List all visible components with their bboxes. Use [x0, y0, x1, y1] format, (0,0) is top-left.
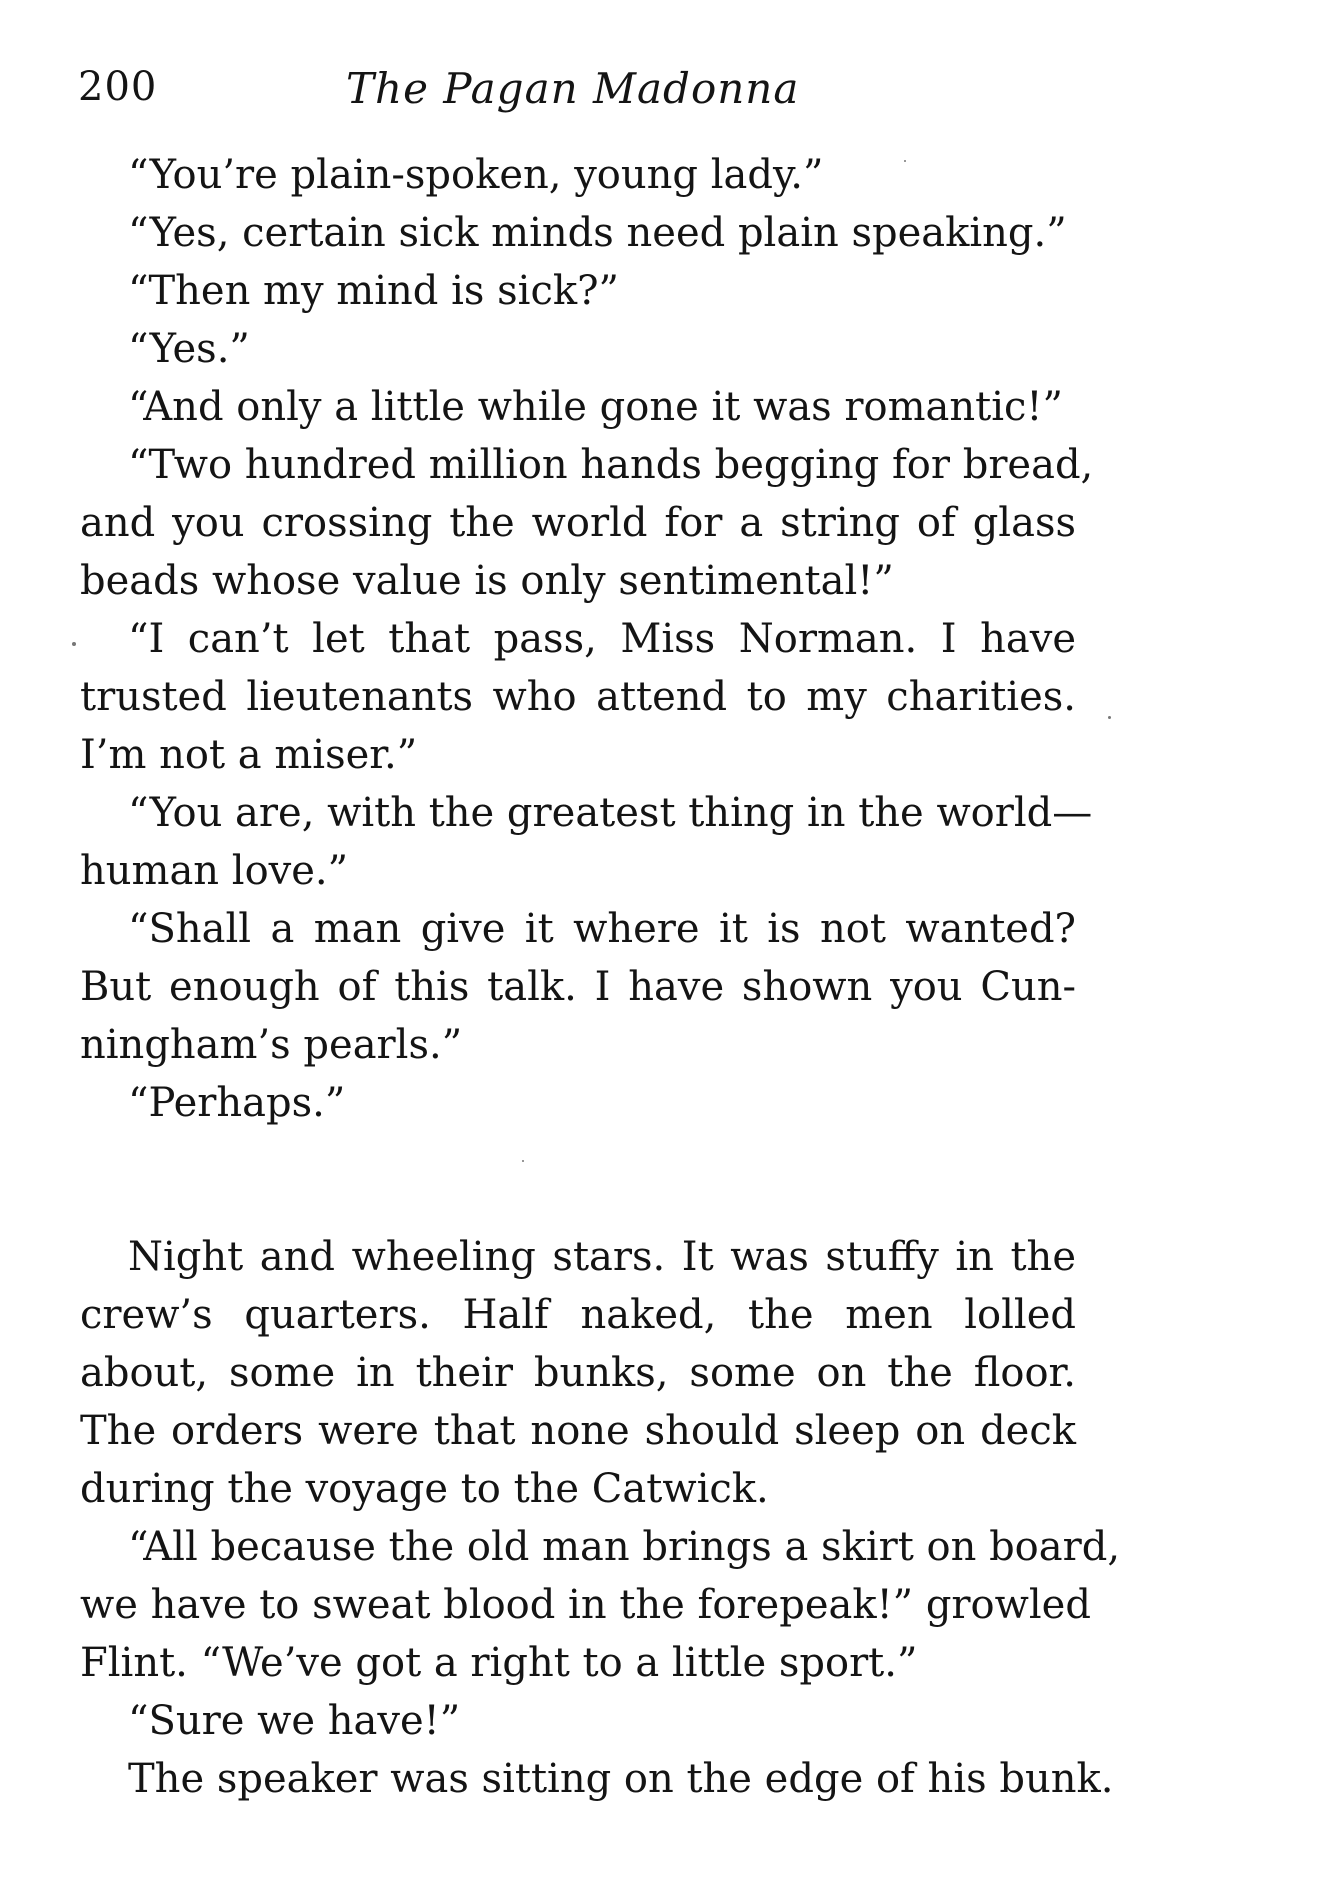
text-line: we have to sweat blood in the forepeak!” growled: [80, 1582, 1091, 1628]
page-header: [78, 64, 1078, 134]
body-text: [80, 146, 1121, 1808]
text-line: “Two hundred million hands begging for bread,: [128, 442, 1094, 488]
text-line: “You’re plain-spoken, young lady.”: [128, 152, 824, 198]
text-line: human love.”: [80, 848, 349, 894]
text-line: “Yes, certain sick minds need plain speaking.”: [128, 210, 1067, 256]
text-line: I’m not a miser.”: [80, 732, 418, 778]
text-line: “Then my mind is sick?”: [128, 268, 619, 314]
text-line: “Shall a man give it where it is not wanted?: [128, 906, 1076, 952]
text-line: ningham’s pearls.”: [80, 1022, 463, 1068]
text-line: The orders were that none should sleep on deck: [80, 1408, 1076, 1454]
text-line: “All because the old man brings a skirt on board,: [128, 1524, 1121, 1570]
text-line: and you crossing the world for a string of glass: [80, 500, 1076, 546]
running-title: The Pagan Madonna: [346, 64, 800, 113]
text-line: But enough of this talk. I have shown you Cun-: [80, 964, 1076, 1010]
text-line: The speaker was sitting on the edge of his bunk.: [128, 1756, 1114, 1802]
text-line: “I can’t let that pass, Miss Norman. I have: [128, 616, 1076, 662]
text-line: crew’s quarters. Half naked, the men lolled: [80, 1292, 1076, 1338]
text-line: trusted lieutenants who attend to my charities.: [80, 674, 1076, 720]
text-line: Night and wheeling stars. It was stuffy in the: [128, 1234, 1076, 1280]
text-line: “You are, with the greatest thing in the world—: [128, 790, 1093, 836]
scan-speck: [72, 642, 76, 646]
text-line: during the voyage to the Catwick.: [80, 1466, 769, 1512]
text-line: “Sure we have!”: [128, 1698, 461, 1744]
scan-speck: [522, 1160, 524, 1162]
text-line: “Perhaps.”: [128, 1080, 346, 1126]
text-line: Flint. “We’ve got a right to a little sport.”: [80, 1640, 918, 1686]
scan-speck: [1108, 716, 1111, 719]
text-line: “And only a little while gone it was romantic!”: [128, 384, 1063, 430]
page-number: 200: [78, 64, 158, 110]
text-line: “Yes.”: [128, 326, 250, 372]
section-break: [80, 1132, 1076, 1228]
scan-speck: [904, 160, 906, 162]
text-line: about, some in their bunks, some on the floor.: [80, 1350, 1076, 1396]
text-line: beads whose value is only sentimental!”: [80, 558, 894, 604]
